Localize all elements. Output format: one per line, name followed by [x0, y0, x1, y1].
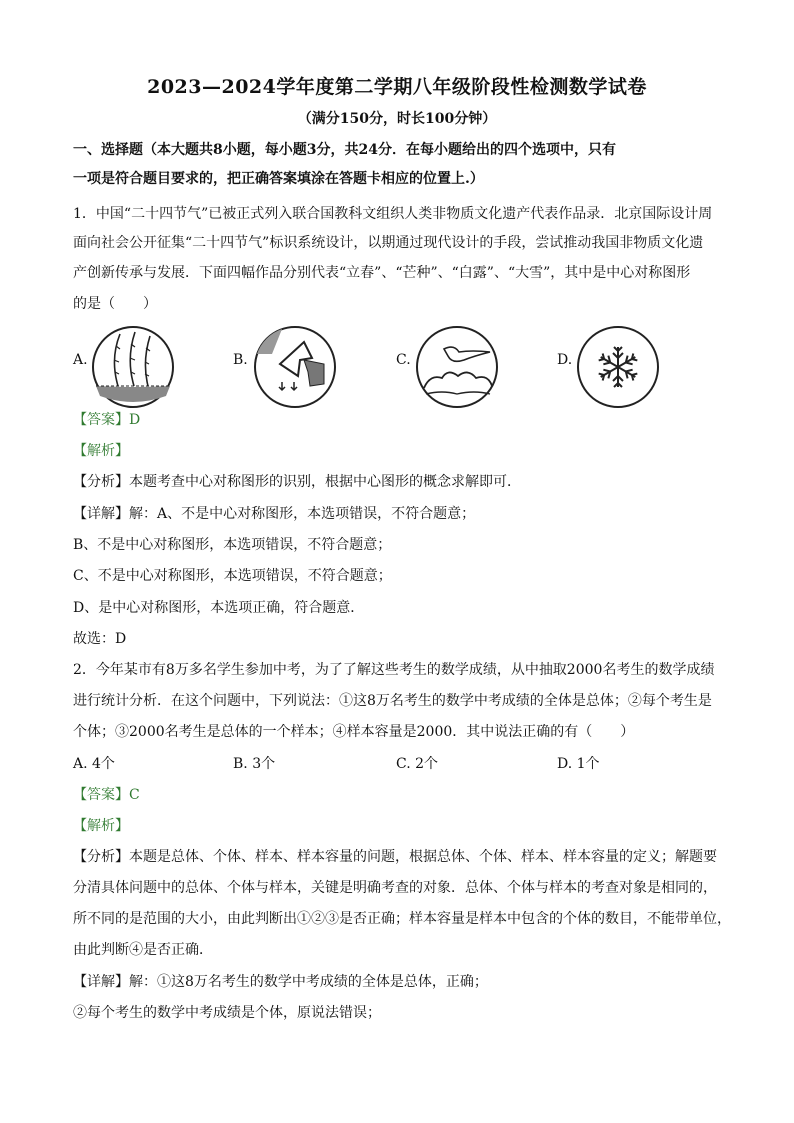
q2-option-b: B. 3个	[233, 756, 276, 772]
q2-detail-line1: 【详解】解：①这8万名考生的数学中考成绩的全体是总体，正确；	[73, 974, 488, 990]
q2-analysis-line4: 由此判断④是否正确．	[73, 942, 213, 958]
q2-text-line3: 个体；③2000名考生是总体的一个样本；④样本容量是2000．其中说法正确的有（ ）	[73, 724, 635, 740]
q2-analysis-line2: 分清具体问题中的总体、个体与样本，关键是明确考查的对象．总体、个体与样本的考查对象是相同的，	[73, 880, 717, 896]
q1-text-line4: 的是（ ）	[73, 296, 157, 312]
q2-analysis-line1: 【分析】本题是总体、个体、样本、样本容量的问题，根据总体、个体、样本、样本容量的定义；解题要	[73, 849, 717, 865]
section-heading-line2: 一项是符合题目要求的，把正确答案填涂在答题卡相应的位置上.）	[73, 171, 484, 187]
q2-text-line1: 2．今年某市有8万多名学生参加中考，为了了解这些考生的数学成绩，从中抽取2000名考生的数学成绩	[73, 662, 715, 678]
q1-analysis: 【分析】本题考查中心对称图形的识别，根据中心图形的概念求解即可．	[73, 474, 521, 490]
page-title: 2023—2024学年度第二学期八年级阶段性检测数学试卷	[147, 76, 647, 98]
q1-answer: 【答案】D	[73, 412, 141, 428]
q1-conclusion: 故选：D	[73, 631, 127, 647]
q1-text-line1: 1．中国“二十四节气”已被正式列入联合国教科文组织人类非物质文化遗产代表作品录．北京国际设计周	[73, 206, 713, 222]
q2-answer: 【答案】C	[73, 787, 140, 803]
q2-text-line2: 进行统计分析．在这个问题中，下列说法：①这8万名考生的数学中考成绩的全体是总体；②每个考生是	[73, 693, 712, 709]
q1-text-line2: 面向社会公开征集“二十四节气”标识系统设计，以期通过现代设计的手段，尝试推动我国非物质文化遗	[73, 235, 704, 251]
q2-option-d: D. 1个	[557, 756, 600, 772]
section-heading-line1: 一、选择题（本大题共8小题，每小题3分，共24分．在每小题给出的四个选项中，只有	[73, 142, 616, 158]
q2-option-a: A. 4个	[73, 756, 115, 772]
q2-detail-line2: ②每个考生的数学中考成绩是个体，原说法错误；	[73, 1005, 381, 1021]
option-d-label: D.	[557, 352, 573, 368]
q1-detail-line4: D、是中心对称图形，本选项正确，符合题意．	[73, 600, 365, 616]
page-subtitle: （满分150分，时长100分钟）	[297, 111, 497, 127]
q2-analysis-heading: 【解析】	[73, 818, 129, 834]
option-c-label: C.	[396, 352, 411, 368]
q2-analysis-line3: 所不同的是范围的大小，由此判断出①②③是否正确；样本容量是样本中包含的个体的数目，不能带单位，	[73, 911, 731, 927]
mangzhong-emblem-image	[252, 324, 338, 410]
bailu-emblem-image	[414, 324, 500, 410]
q2-option-c: C. 2个	[396, 756, 439, 772]
q1-text-line3: 产创新传承与发展．下面四幅作品分别代表“立春”、“芒种”、“白露”、“大雪”，其中是中心对称图形	[73, 265, 691, 281]
q1-detail-line3: C、不是中心对称图形，本选项错误，不符合题意；	[73, 568, 392, 584]
q1-detail-line2: B、不是中心对称图形，本选项错误，不符合题意；	[73, 537, 392, 553]
lichun-emblem-image	[90, 324, 176, 410]
option-b-label: B.	[233, 352, 248, 368]
q1-detail-line1: 【详解】解：A、不是中心对称图形，本选项错误，不符合题意；	[73, 506, 476, 522]
q1-analysis-heading: 【解析】	[73, 443, 129, 459]
option-a-label: A.	[73, 352, 88, 368]
daxue-emblem-image	[575, 324, 661, 410]
